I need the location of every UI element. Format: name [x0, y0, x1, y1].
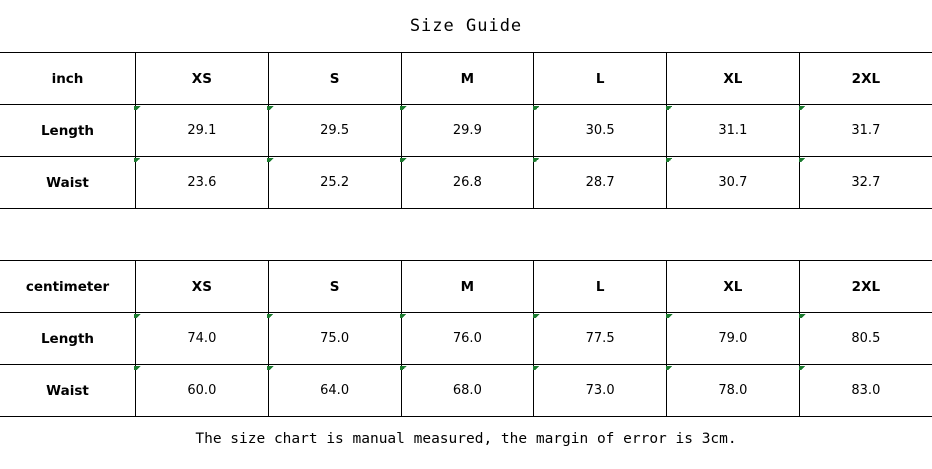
unit-label-inch: inch [0, 53, 136, 105]
cell-waist-m-cm: 68.0 [401, 365, 534, 417]
row-label-waist: Waist [0, 157, 136, 209]
cell-length-xl: 31.1 [667, 105, 800, 157]
table-row [0, 365, 932, 417]
size-table-inch [0, 53, 932, 208]
cell-length-2xl: 31.7 [799, 105, 932, 157]
cell-waist-xs: 23.6 [136, 157, 269, 209]
row-label-length: Length [0, 105, 136, 157]
size-header-2xl: 2XL [799, 53, 932, 105]
table-row [0, 157, 932, 209]
cell-length-l-cm: 77.5 [534, 313, 667, 365]
cell-length-m: 29.9 [401, 105, 534, 157]
size-header-2xl-cm: 2XL [799, 261, 932, 313]
page-title: Size Guide [409, 16, 523, 36]
size-header-xl: XL [667, 53, 800, 105]
cell-length-s-cm: 75.0 [268, 313, 401, 365]
table-row [0, 105, 932, 157]
table-row [0, 261, 932, 313]
cell-length-s: 29.5 [268, 105, 401, 157]
size-header-s-cm: S [268, 261, 401, 313]
footer-note: The size chart is manual measured, the margin of error is 3cm. [195, 431, 737, 447]
cell-waist-xs-cm: 60.0 [136, 365, 269, 417]
table-row [0, 313, 932, 365]
size-header-s: S [268, 53, 401, 105]
cell-length-xs: 29.1 [136, 105, 269, 157]
cell-length-l: 30.5 [534, 105, 667, 157]
row-label-waist-cm: Waist [0, 365, 136, 417]
cell-length-2xl-cm: 80.5 [799, 313, 932, 365]
cell-waist-xl: 30.7 [667, 157, 800, 209]
row-label-length-cm: Length [0, 313, 136, 365]
cell-waist-l: 28.7 [534, 157, 667, 209]
cell-waist-2xl-cm: 83.0 [799, 365, 932, 417]
size-header-l-cm: L [534, 261, 667, 313]
size-header-xs: XS [136, 53, 269, 105]
size-header-xl-cm: XL [667, 261, 800, 313]
cell-length-m-cm: 76.0 [401, 313, 534, 365]
size-header-l: L [534, 53, 667, 105]
cell-waist-s: 25.2 [268, 157, 401, 209]
cell-waist-xl-cm: 78.0 [667, 365, 800, 417]
cell-waist-2xl: 32.7 [799, 157, 932, 209]
size-header-m-cm: M [401, 261, 534, 313]
cell-length-xs-cm: 74.0 [136, 313, 269, 365]
unit-label-centimeter: centimeter [0, 261, 136, 313]
cell-waist-s-cm: 64.0 [268, 365, 401, 417]
size-header-xs-cm: XS [136, 261, 269, 313]
size-header-m: M [401, 53, 534, 105]
cell-length-xl-cm: 79.0 [667, 313, 800, 365]
cell-waist-m: 26.8 [401, 157, 534, 209]
table-row [0, 53, 932, 105]
size-table-centimeter [0, 261, 932, 416]
cell-waist-l-cm: 73.0 [534, 365, 667, 417]
section-gap [0, 209, 932, 261]
